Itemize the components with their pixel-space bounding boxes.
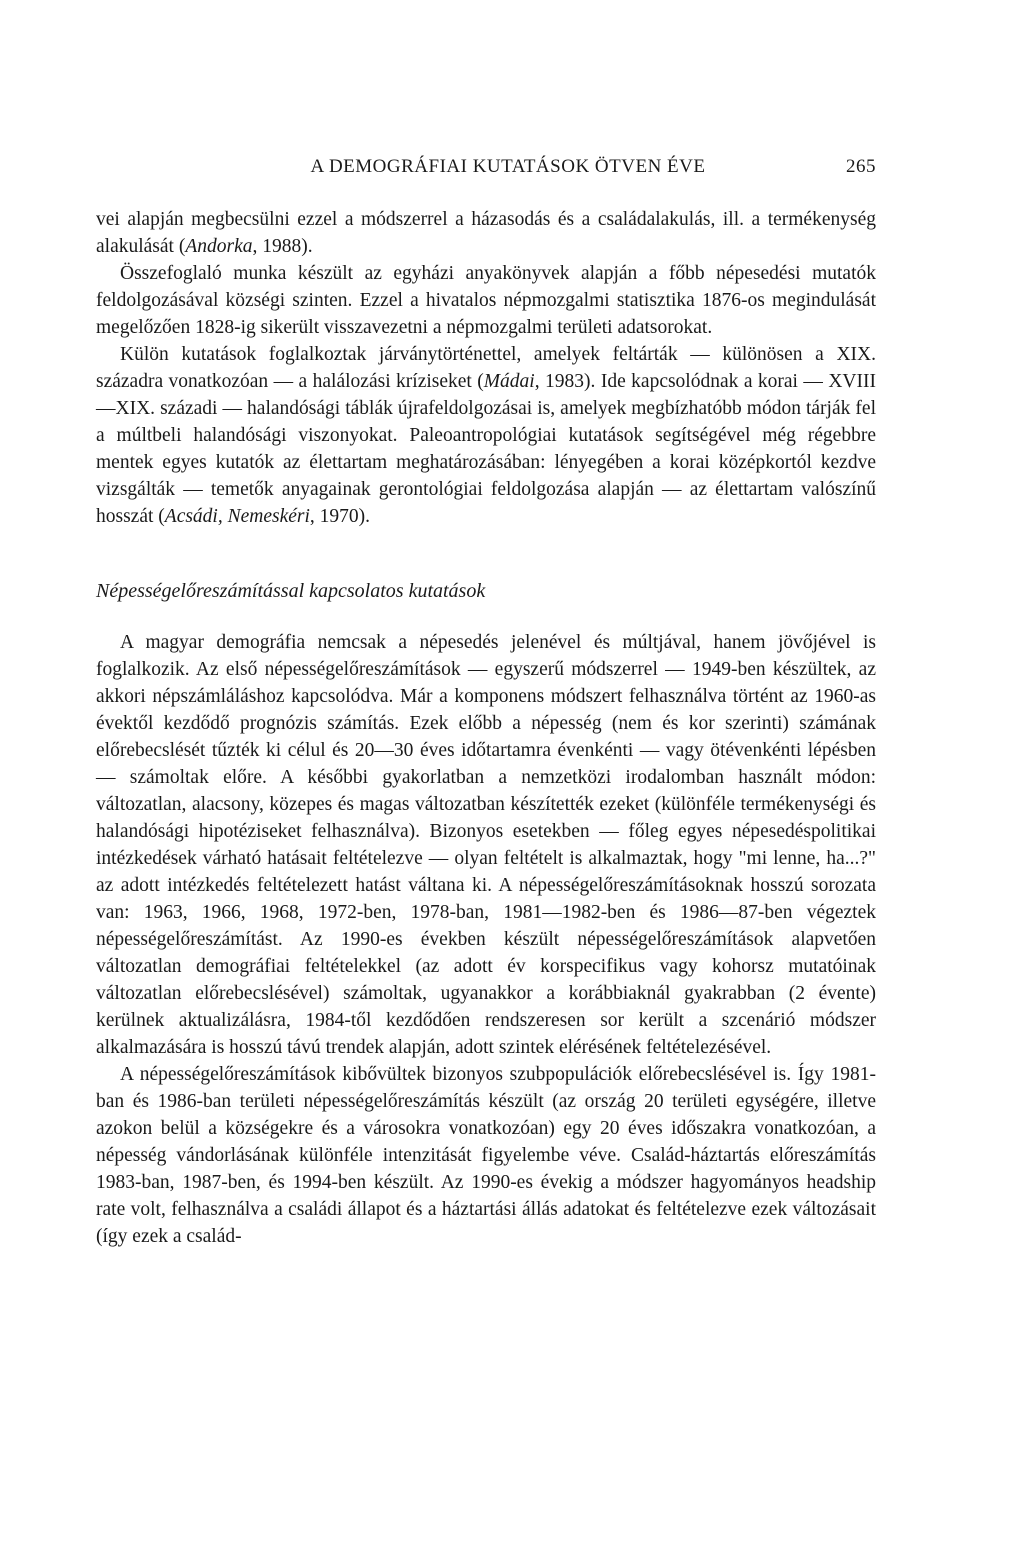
paragraph-1-text-b: , 1988). [252,236,313,257]
document-page [96,156,876,1250]
paragraph-3-text-b: , 1983). Ide kapcsolódnak a korai — XVIII—XIX. századi — halandósági táblák újrafeldolgozásai is, amelyek megbízhatóbb módon tárják fel a múltbeli halandósági viszonyokat. Paleoantropológiai kutatások segítségével még régebbre mentek egyes kutatók az élettartam meghatározásában: lényegében a korai középkortól kezdve vizsgálták — temetők anyagainak gerontológiai feldolgozása alapján — az élettartam valószínű hosszát ( [96,371,876,527]
paragraph-3 [96,341,876,530]
citation-author: Mádai [483,371,535,392]
section-heading: Népességelőreszámítással kapcsolatos kutatások [96,580,486,602]
running-title: A DEMOGRÁFIAI KUTATÁSOK ÖTVEN ÉVE [310,156,706,177]
citation-author: Andorka [185,236,253,257]
paragraph-5: A népességelőreszámítások kibővültek bizonyos szubpopulációk előrebecslésével is. Így 1981-ban és 1986-ban területi népességelőreszámítás készült (az ország 20 területi egységére, illetve azokon belül a községekre és a városokra vonatkozóan) egy 20 éves időszakra vonatkozóan, a népesség vándorlásának különféle intenzitását figyelembe véve. Család-háztartás előreszámítás 1983-ban, 1987-ben, és 1994-ben készült. Az 1990-es évekig a módszer hagyományos headship rate volt, felhasználva a családi állapot és a háztartási állás adatokat és feltételezve ezek változásait (így ezek a család- [96,1064,876,1247]
page-number: 265 [846,156,876,177]
paragraph-4: A magyar demográfia nemcsak a népesedés jelenével és múltjával, hanem jövőjével is foglalkozik. Az első népességelőreszámítások — egyszerű módszerrel — 1949-ben készültek, az akkori népszámláláshoz kapcsolódva. Már a komponens módszert felhasználva történt az 1960-as évektől kezdődő prognózis számítás. Ezek előbb a népesség (nem és kor szerinti) számának előrebecslését tűzték ki célul és 20—30 éves időtartamra évenkénti — vagy ötévenkénti lépésben — számoltak előre. A későbbi gyakorlatban a nemzetközi irodalomban használt módon: változatlan, alacsony, közepes és magas változatban készítették ezeket (különféle termékenységi és halandósági hipotéziseket felhasználva). Bizonyos esetekben — főleg egyes népesedéspolitikai intézkedések várható hatásait feltételezve — olyan feltételt is alkalmaztak, hogy "mi lenne, ha...?" az adott intézkedés feltételezett hatást váltana ki. A népességelőreszámításoknak hosszú sorozata van: 1963, 1966, 1968, 1972-ben, 1978-ban, 1981—1982-ben és 1986—87-ben végeztek népességelőreszámítást. Az 1990-es években készült népességelőreszámítások alapvetően változatlan demográfiai feltételekkel (az adott év korspecifikus vagy kohorsz mutatóinak változatlan előrebecslésével) számoltak, ugyanakkor a korábbiaknál gyakrabban (2 évente) kerülnek aktualizálásra, 1984-től kezdődően rendszeresen sor került a szcenárió módszer alkalmazására is hosszú távú trendek alapján, adott szintek elérésének feltételezésével. [96,632,876,1058]
paragraph-3-text-c: , 1970). [309,506,371,527]
citation-author: Acsádi, Nemeskéri [164,506,310,527]
paragraph-1 [96,206,876,260]
paragraph-1-text-a: vei alapján megbecsülni ezzel a módszerrel a házasodás és a családalakulás, ill. a termékenység alakulását ( [96,209,876,257]
paragraph-2: Összefoglaló munka készült az egyházi anyakönyvek alapján a főbb népesedési mutatók feldolgozásával községi szinten. Ezzel a hivatalos népmozgalmi statisztika 1876-os megindulását megelőzően 1828-ig sikerült visszavezetni a népmozgalmi területi adatsorokat. [96,263,876,338]
paragraph-3-text-a: Külön kutatások foglalkoztak járványtörténettel, amelyek feltárták — különösen a XIX. századra vonatkozóan — a halálozási kríziseket ( [96,344,876,392]
running-header [96,156,876,190]
